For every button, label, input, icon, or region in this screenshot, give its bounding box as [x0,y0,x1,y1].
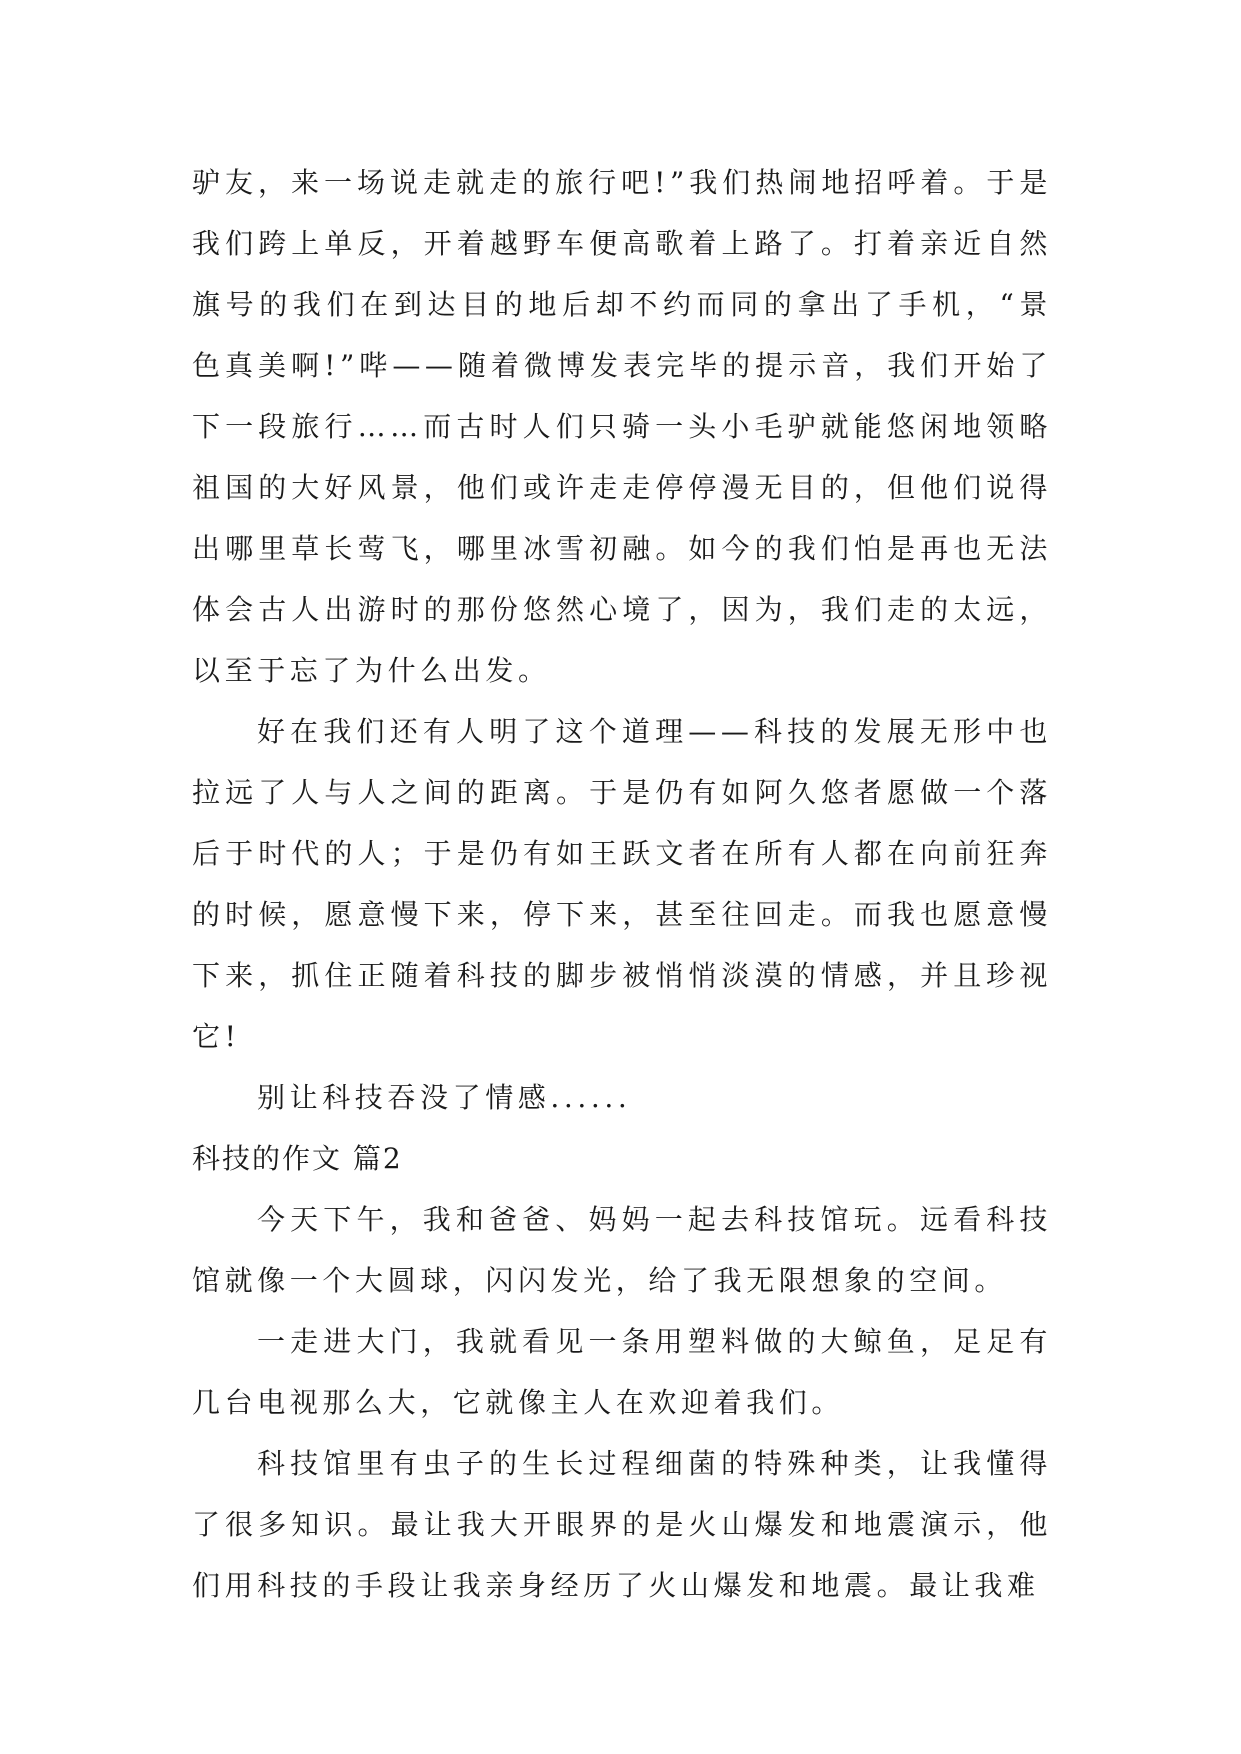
paragraph-slow-down: 好在我们还有人明了这个道理——科技的发展无形中也拉远了人与人之间的距离。于是仍有如阿久悠者愿做一个落后于时代的人；于是仍有如王跃文者在所有人都在向前狂奔的时候，愿意慢下来，停下来，甚至往回走。而我也愿意慢下来，抓住正随着科技的脚步被悄悄淡漠的情感，并且珍视它! [192,715,1052,1053]
paragraph-closing-line: 别让科技吞没了情感...... [257,1081,632,1114]
document-page [192,152,1052,1616]
paragraph-museum-visit: 今天下午，我和爸爸、妈妈一起去科技馆玩。远看科技馆就像一个大圆球，闪闪发光，给了我无限想象的空间。 [192,1203,1052,1297]
paragraph-travel: 驴友，来一场说走就走的旅行吧!”我们热闹地招呼着。于是我们跨上单反，开着越野车便高歌着上路了。打着亲近自然旗号的我们在到达目的地后却不约而同的拿出了手机，“景色真美啊!”哔——随着微博发表完毕的提示音，我们开始了下一段旅行……而古时人们只骑一头小毛驴就能悠闲地领略祖国的大好风景，他们或许走走停停漫无目的，但他们说得出哪里草长莺飞，哪里冰雪初融。如今的我们怕是再也无法体会古人出游时的那份悠然心境了，因为，我们走的太远，以至于忘了为什么出发。 [192,166,1052,687]
paragraph-exhibits: 科技馆里有虫子的生长过程细菌的特殊种类，让我懂得了很多知识。最让我大开眼界的是火山爆发和地震演示，他们用科技的手段让我亲身经历了火山爆发和地震。最让我难 [192,1447,1052,1602]
paragraph-whale: 一走进大门，我就看见一条用塑料做的大鲸鱼，足足有几台电视那么大，它就像主人在欢迎着我们。 [192,1325,1052,1419]
section-heading: 科技的作文 篇2 [192,1142,403,1175]
